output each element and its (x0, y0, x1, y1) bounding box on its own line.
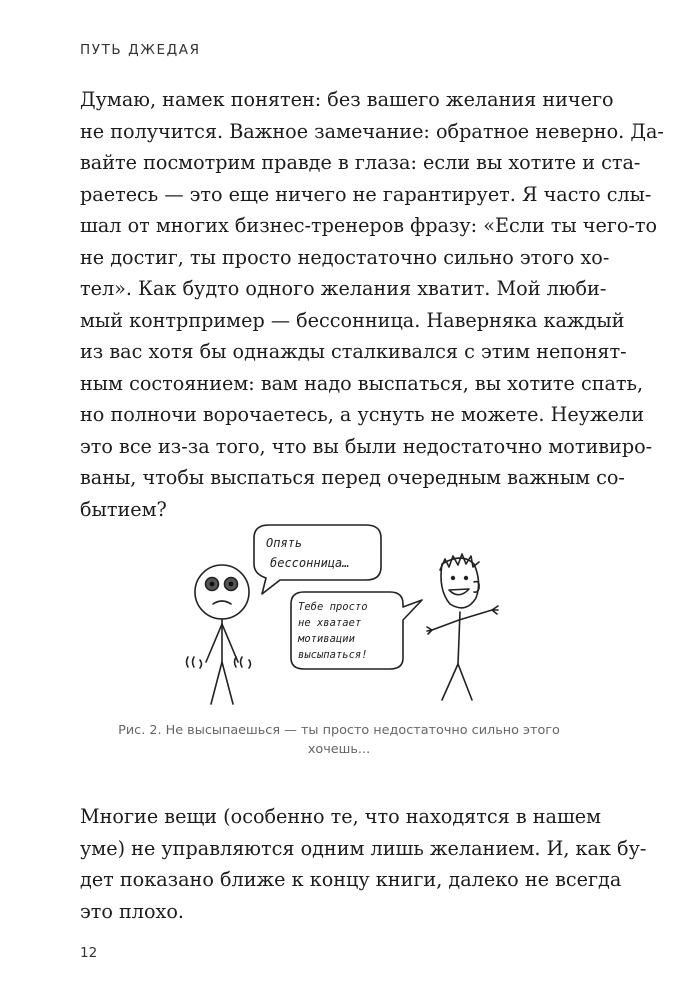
text-line: тел». Как будто одного желания хватит. Мой люби- (80, 277, 607, 300)
tired-stick-figure (187, 565, 251, 704)
bubble-right-line-2: не хватает (298, 617, 362, 629)
text-line: не получится. Важное замечание: обратное неверно. Да- (80, 119, 664, 143)
text-line: ваны, чтобы выспаться перед очередным важным со- (80, 466, 625, 489)
text-line: из вас хотя бы однажды сталкивался с этим непонят- (80, 340, 627, 363)
bubble-right-line-3: мотивации (298, 633, 355, 645)
paragraph-2 (80, 801, 647, 927)
page-number: 12 (80, 945, 98, 961)
text-line: Думаю, намек понятен: без вашего желания ничего (80, 88, 614, 111)
text-line: вайте посмотрим правде в глаза: если вы хотите и ста- (80, 151, 641, 174)
speech-bubble-left (254, 525, 381, 594)
speech-bubble-right (291, 592, 422, 669)
text-line: это плохо. (80, 899, 185, 923)
paragraph-1 (80, 84, 664, 525)
text-line: это все из-за того, что вы были недостаточно мотивиро- (80, 434, 653, 458)
figure-illustration (170, 512, 520, 717)
text-line: шал от многих бизнес-тренеров фразу: «Если ты чего-то (80, 214, 658, 237)
bubble-left-line-2: бессонница… (270, 556, 350, 570)
text-line: мый контрпример — бессонница. Наверняка каждый (80, 308, 625, 332)
caption-line-1: Рис. 2. Не высыпаешься — ты просто недостаточно сильно этого (118, 723, 560, 738)
bubble-right-line-1: Тебе просто (298, 601, 368, 613)
happy-stick-figure (427, 554, 498, 700)
text-line: Многие вещи (особенно те, что находятся в нашем (80, 805, 602, 828)
bubble-right-line-4: высыпаться! (298, 649, 368, 661)
text-line: дет показано ближе к концу книги, далеко не всегда (80, 868, 622, 891)
caption-line-2: хочешь... (307, 742, 371, 757)
text-line: но полночи ворочаетесь, а уснуть не можете. Неужели (80, 403, 644, 426)
figure-caption (100, 721, 578, 759)
text-line: уме) не управляются одним лишь желанием. И, как бу- (80, 836, 647, 860)
bubble-left-line-1: Опять (266, 536, 303, 550)
text-line: раетесь — это еще ничего не гарантирует. Я часто слы- (80, 182, 652, 206)
text-line: ным состоянием: вам надо выспаться, вы хотите спать, (80, 371, 644, 395)
text-line: бытием? (80, 497, 167, 521)
running-header: ПУТЬ ДЖЕДАЯ (80, 42, 201, 58)
text-line: не достиг, ты просто недостаточно сильно этого хо- (80, 245, 610, 269)
